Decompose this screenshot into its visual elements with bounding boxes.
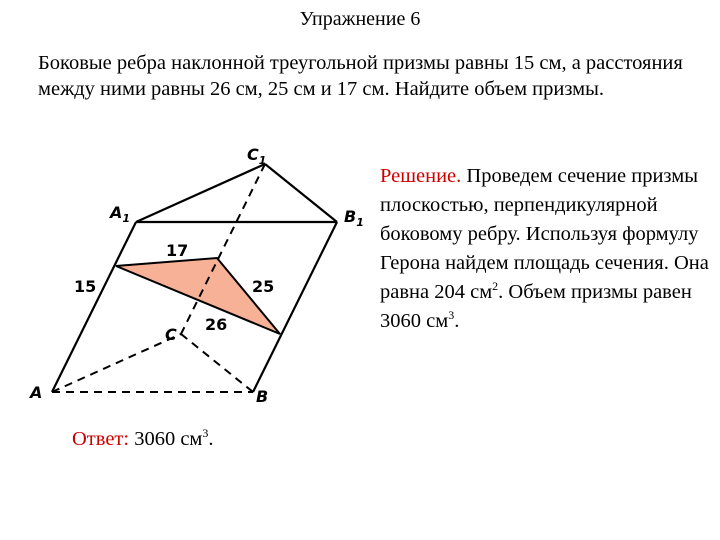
- edge-c1b1: [265, 164, 337, 222]
- edge-bb1: [253, 222, 337, 392]
- label-side-25: 25: [252, 277, 275, 296]
- answer-label: Ответ:: [72, 428, 130, 450]
- edge-a1c1: [136, 164, 265, 222]
- answer-end: .: [208, 428, 214, 450]
- solution-text-mid: . Объем призмы равен 3060 см: [380, 281, 692, 332]
- label-side-26: 26: [205, 315, 228, 334]
- solution-text-main: Проведем сечение призмы плоскостью, перпендикулярной боковому ребру. Используя формулу Герона найдем площадь сечения. Она равна 204 см: [380, 165, 709, 303]
- label-b: B: [256, 387, 269, 406]
- label-side-17: 17: [166, 241, 189, 260]
- solution-label: Решение.: [380, 165, 462, 187]
- problem-text: Боковые ребра наклонной треугольной призмы равны 15 см, а расстояния между ними равны 26 см, 25 см и 17 см. Найдите объем призмы.: [38, 52, 683, 100]
- edge-cb: [181, 334, 253, 392]
- edge-aa1: [52, 222, 136, 392]
- label-b1: $B_1$: [344, 207, 364, 229]
- volume-exponent: 3: [448, 308, 455, 323]
- edge-ac: [52, 334, 181, 392]
- solution-text-end: .: [454, 310, 460, 332]
- label-a: A: [30, 383, 43, 402]
- answer-value: 3060 см: [129, 428, 203, 450]
- label-c1: $C_1$: [247, 145, 267, 167]
- label-a1: $A_1$: [110, 203, 131, 225]
- answer-exponent: 3: [202, 426, 209, 441]
- cross-section: [116, 258, 280, 334]
- page-title: Упражнение 6: [299, 8, 421, 30]
- label-edge-15: 15: [74, 277, 97, 296]
- area-exponent: 2: [492, 279, 499, 294]
- label-c: C: [165, 325, 177, 344]
